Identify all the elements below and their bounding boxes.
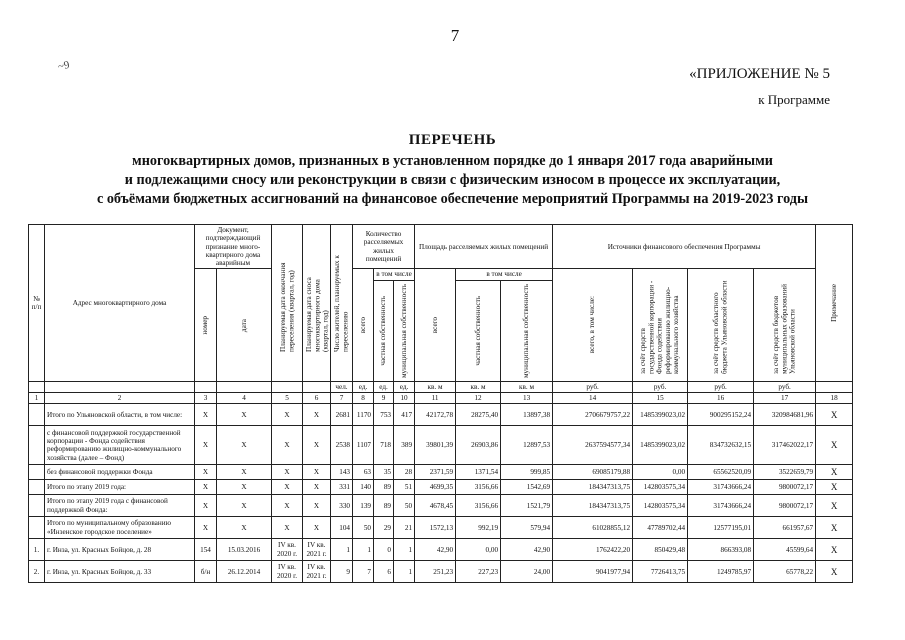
- cell-a-mun: 579,94: [501, 517, 553, 539]
- cell-label: Итого по Ульяновской области, в том числе:: [45, 404, 195, 426]
- table-row: [29, 561, 853, 583]
- cell-s-reg: 31743666,24: [688, 495, 754, 517]
- cell-s-total: 2637594577,34: [553, 426, 633, 465]
- cell-a-mun: 12897,53: [501, 426, 553, 465]
- cell-doc-num: X: [195, 495, 217, 517]
- cell-s-reg: 65562520,09: [688, 465, 754, 480]
- unit-cell: чел.: [331, 381, 353, 392]
- cell-s-total: 9041977,94: [553, 561, 633, 583]
- cell-p-private: 89: [374, 480, 394, 495]
- header-doc-date: дата: [217, 269, 272, 381]
- cell-end: X: [272, 517, 303, 539]
- cell-end: X: [272, 465, 303, 480]
- cell-a-total: 2371,59: [415, 465, 456, 480]
- table-row: [29, 480, 853, 495]
- cell-a-private: 1371,54: [456, 465, 501, 480]
- header-area-private: частная собственность: [456, 280, 501, 381]
- unit-cell: руб.: [754, 381, 816, 392]
- header-area-municipal: муниципальная собственность: [501, 280, 553, 381]
- cell-note: X: [816, 426, 853, 465]
- cell-residents: 1: [331, 539, 353, 561]
- cell-s-loc: 320984681,96: [754, 404, 816, 426]
- cell-p-mun: 51: [394, 480, 415, 495]
- cell-a-total: 4699,35: [415, 480, 456, 495]
- cell-residents: 2538: [331, 426, 353, 465]
- cell-no: [29, 404, 45, 426]
- cell-demol: X: [303, 465, 331, 480]
- cell-s-loc: 9800072,17: [754, 480, 816, 495]
- cell-label: г. Инза, ул. Красных Бойцов, д. 28: [45, 539, 195, 561]
- unit-cell: ед.: [374, 381, 394, 392]
- cell-no: [29, 426, 45, 465]
- cell-doc-num: 154: [195, 539, 217, 561]
- cell-s-total: 69085179,88: [553, 465, 633, 480]
- cell-doc-date: X: [217, 426, 272, 465]
- cell-residents: 9: [331, 561, 353, 583]
- cell-residents: 143: [331, 465, 353, 480]
- column-index: 16: [688, 392, 754, 403]
- cell-s-reg: 866393,08: [688, 539, 754, 561]
- cell-no: [29, 480, 45, 495]
- cell-doc-num: X: [195, 465, 217, 480]
- header-document: Документ, подтверждающий признание много-квартирного дома аварийным: [195, 225, 272, 269]
- cell-doc-date: X: [217, 480, 272, 495]
- cell-p-private: 29: [374, 517, 394, 539]
- cell-doc-date: X: [217, 495, 272, 517]
- header-src-fund: за счёт средств государственной корпорации - Фонда содействия реформированию жилищно-коммунального хозяйства: [633, 269, 688, 381]
- appendix-subtitle: к Программе: [758, 92, 830, 107]
- cell-a-mun: 24,00: [501, 561, 553, 583]
- cell-a-private: 992,19: [456, 517, 501, 539]
- cell-s-reg: 900295152,24: [688, 404, 754, 426]
- cell-doc-date: 26.12.2014: [217, 561, 272, 583]
- cell-doc-num: X: [195, 480, 217, 495]
- cell-p-total: 1107: [353, 426, 374, 465]
- column-index: 6: [303, 392, 331, 403]
- cell-a-private: 227,23: [456, 561, 501, 583]
- cell-demol: X: [303, 404, 331, 426]
- cell-end: IV кв. 2020 г.: [272, 561, 303, 583]
- column-index: 15: [633, 392, 688, 403]
- cell-a-mun: 13897,38: [501, 404, 553, 426]
- cell-s-loc: 661957,67: [754, 517, 816, 539]
- cell-p-private: 35: [374, 465, 394, 480]
- cell-s-fund: 0,00: [633, 465, 688, 480]
- header-planned-end: Планируемая дата окончания переселения (квартал, год): [272, 225, 303, 382]
- cell-a-private: 26903,86: [456, 426, 501, 465]
- cell-s-total: 184347313,75: [553, 495, 633, 517]
- header-address: Адрес многоквартирного дома: [45, 225, 195, 382]
- cell-demol: X: [303, 517, 331, 539]
- column-index: 1: [29, 392, 45, 403]
- column-index: 18: [816, 392, 853, 403]
- cell-p-total: 63: [353, 465, 374, 480]
- column-index: 13: [501, 392, 553, 403]
- column-index: 2: [45, 392, 195, 403]
- cell-no: 1.: [29, 539, 45, 561]
- document-subtitle-line-3: с объёмами бюджетных ассигнований на финансовое обеспечение мероприятий Программы на 2019-2023 годы: [96, 191, 809, 207]
- cell-p-mun: 21: [394, 517, 415, 539]
- cell-demol: IV кв. 2021 г.: [303, 539, 331, 561]
- cell-a-mun: 1542,69: [501, 480, 553, 495]
- document-subtitle-line-1: многоквартирных домов, признанных в установленном порядке до 1 января 2017 года аварийными: [132, 153, 773, 169]
- cell-note: X: [816, 480, 853, 495]
- document-subtitle-line-2: и подлежащими сносу или реконструкции в связи с физическим износом в процессе их эксплуатации,: [124, 172, 781, 188]
- column-index: 3: [195, 392, 217, 403]
- cell-p-total: 139: [353, 495, 374, 517]
- cell-p-mun: 50: [394, 495, 415, 517]
- cell-end: X: [272, 404, 303, 426]
- cell-a-mun: 1521,79: [501, 495, 553, 517]
- cell-p-mun: 417: [394, 404, 415, 426]
- cell-doc-date: X: [217, 517, 272, 539]
- table-row: [29, 517, 853, 539]
- cell-s-loc: 317462022,17: [754, 426, 816, 465]
- cell-s-fund: 850429,48: [633, 539, 688, 561]
- column-index: 9: [374, 392, 394, 403]
- unit-cell: руб.: [688, 381, 754, 392]
- cell-doc-date: X: [217, 465, 272, 480]
- cell-p-total: 1: [353, 539, 374, 561]
- cell-residents: 104: [331, 517, 353, 539]
- header-src-regional: за счёт средств областного бюджета Ульяновской области: [688, 269, 754, 381]
- header-src-local: за счёт средств бюджетов муниципальных образований Ульяновской области: [754, 269, 816, 381]
- column-index: 7: [331, 392, 353, 403]
- cell-note: X: [816, 404, 853, 426]
- cell-no: [29, 465, 45, 480]
- cell-s-total: 61028855,12: [553, 517, 633, 539]
- table-row: [29, 426, 853, 465]
- cell-demol: X: [303, 495, 331, 517]
- cell-label: Итого по этапу 2019 года:: [45, 480, 195, 495]
- cell-label: с финансовой поддержкой государственной корпорации - Фонда содействия реформированию жилищно-коммунального хозяйства (далее – Фонд): [45, 426, 195, 465]
- cell-note: X: [816, 495, 853, 517]
- column-index: 17: [754, 392, 816, 403]
- cell-label: г. Инза, ул. Красных Бойцов, д. 33: [45, 561, 195, 583]
- cell-p-private: 6: [374, 561, 394, 583]
- header-premises-incl: в том числе: [374, 269, 415, 280]
- table-row: [29, 495, 853, 517]
- cell-no: [29, 517, 45, 539]
- cell-s-total: 2706679757,22: [553, 404, 633, 426]
- column-index: 8: [353, 392, 374, 403]
- cell-s-total: 1762422,20: [553, 539, 633, 561]
- cell-s-fund: 1485399023,02: [633, 426, 688, 465]
- cell-p-private: 0: [374, 539, 394, 561]
- cell-a-private: 0,00: [456, 539, 501, 561]
- cell-note: X: [816, 517, 853, 539]
- table-row: [29, 465, 853, 480]
- header-no: № п/п: [29, 225, 45, 382]
- header-premises-private: частная собственность: [374, 280, 394, 381]
- cell-a-mun: 999,85: [501, 465, 553, 480]
- cell-p-total: 7: [353, 561, 374, 583]
- header-sources: Источники финансового обеспечения Программы: [553, 225, 816, 269]
- cell-s-fund: 7726413,75: [633, 561, 688, 583]
- cell-p-private: 718: [374, 426, 394, 465]
- header-planned-demolition: Планируемая дата сноса многоквартирного дома (квартал, год): [303, 225, 331, 382]
- header-area-incl: в том числе: [456, 269, 553, 280]
- unit-cell: руб.: [553, 381, 633, 392]
- page-number: 7: [450, 26, 460, 45]
- cell-residents: 2681: [331, 404, 353, 426]
- cell-doc-date: X: [217, 404, 272, 426]
- cell-s-fund: 142803575,34: [633, 480, 688, 495]
- cell-s-fund: 1485399023,02: [633, 404, 688, 426]
- table-row: [29, 404, 853, 426]
- cell-s-reg: 1249785,97: [688, 561, 754, 583]
- unit-cell: ед.: [353, 381, 374, 392]
- cell-p-private: 753: [374, 404, 394, 426]
- cell-residents: 331: [331, 480, 353, 495]
- cell-a-total: 1572,13: [415, 517, 456, 539]
- unit-cell: кв. м: [415, 381, 456, 392]
- cell-p-mun: 1: [394, 539, 415, 561]
- header-area: Площадь расселяемых жилых помещений: [415, 225, 553, 269]
- unit-cell: кв. м: [456, 381, 501, 392]
- handwritten-mark: ~9: [56, 58, 71, 74]
- cell-note: X: [816, 465, 853, 480]
- header-doc-number: номер: [195, 269, 217, 381]
- cell-end: IV кв. 2020 г.: [272, 539, 303, 561]
- cell-p-private: 89: [374, 495, 394, 517]
- column-index: 11: [415, 392, 456, 403]
- column-index: 12: [456, 392, 501, 403]
- table-body: [29, 404, 853, 583]
- cell-a-total: 251,23: [415, 561, 456, 583]
- cell-demol: X: [303, 426, 331, 465]
- cell-s-reg: 834732632,15: [688, 426, 754, 465]
- cell-label: без финансовой поддержки Фонда: [45, 465, 195, 480]
- header-premises-count: Количество расселяемых жилых помещений: [353, 225, 415, 269]
- cell-a-total: 42,90: [415, 539, 456, 561]
- cell-doc-num: X: [195, 517, 217, 539]
- cell-no: [29, 495, 45, 517]
- cell-s-loc: 45599,64: [754, 539, 816, 561]
- unit-cell: руб.: [633, 381, 688, 392]
- cell-note: X: [816, 561, 853, 583]
- unit-cell: ед.: [394, 381, 415, 392]
- cell-label: Итого по муниципальному образованию «Инзенское городское поселение»: [45, 517, 195, 539]
- cell-end: X: [272, 495, 303, 517]
- header-premises-total: всего: [353, 269, 374, 381]
- column-index: 5: [272, 392, 303, 403]
- cell-a-private: 3156,66: [456, 495, 501, 517]
- header-src-total: всего, в том числе:: [553, 269, 633, 381]
- cell-s-fund: 142803575,34: [633, 495, 688, 517]
- cell-s-total: 184347313,75: [553, 480, 633, 495]
- header-area-total: всего: [415, 269, 456, 381]
- cell-p-total: 140: [353, 480, 374, 495]
- cell-end: X: [272, 426, 303, 465]
- cell-s-loc: 9800072,17: [754, 495, 816, 517]
- appendix-title: «ПРИЛОЖЕНИЕ № 5: [689, 66, 830, 82]
- cell-label: Итого по этапу 2019 года с финансовой поддержкой Фонда:: [45, 495, 195, 517]
- cell-p-total: 1170: [353, 404, 374, 426]
- cell-doc-num: X: [195, 426, 217, 465]
- cell-a-private: 3156,66: [456, 480, 501, 495]
- cell-a-total: 39801,39: [415, 426, 456, 465]
- cell-s-fund: 47789702,44: [633, 517, 688, 539]
- cell-a-private: 28275,40: [456, 404, 501, 426]
- unit-cell: кв. м: [501, 381, 553, 392]
- cell-s-loc: 3522659,79: [754, 465, 816, 480]
- column-index: 10: [394, 392, 415, 403]
- cell-doc-num: X: [195, 404, 217, 426]
- cell-a-mun: 42,90: [501, 539, 553, 561]
- table-row: [29, 539, 853, 561]
- header-residents: Число жителей, планируемых к переселению: [331, 225, 353, 382]
- column-index: 4: [217, 392, 272, 403]
- cell-doc-num: б/н: [195, 561, 217, 583]
- cell-s-reg: 31743666,24: [688, 480, 754, 495]
- cell-s-reg: 12577195,01: [688, 517, 754, 539]
- cell-residents: 330: [331, 495, 353, 517]
- cell-s-loc: 65778,22: [754, 561, 816, 583]
- cell-note: X: [816, 539, 853, 561]
- cell-p-mun: 1: [394, 561, 415, 583]
- cell-end: X: [272, 480, 303, 495]
- cell-p-total: 50: [353, 517, 374, 539]
- cell-a-total: 42172,78: [415, 404, 456, 426]
- cell-demol: X: [303, 480, 331, 495]
- cell-p-mun: 389: [394, 426, 415, 465]
- cell-a-total: 4678,45: [415, 495, 456, 517]
- cell-no: 2.: [29, 561, 45, 583]
- header-premises-municipal: муниципальная собственность: [394, 280, 415, 381]
- column-index: 14: [553, 392, 633, 403]
- header-note: Примечание: [816, 225, 853, 382]
- cell-p-mun: 28: [394, 465, 415, 480]
- housing-register-table: [28, 224, 853, 583]
- cell-demol: IV кв. 2021 г.: [303, 561, 331, 583]
- document-title: ПЕРЕЧЕНЬ: [408, 132, 497, 148]
- cell-doc-date: 15.03.2016: [217, 539, 272, 561]
